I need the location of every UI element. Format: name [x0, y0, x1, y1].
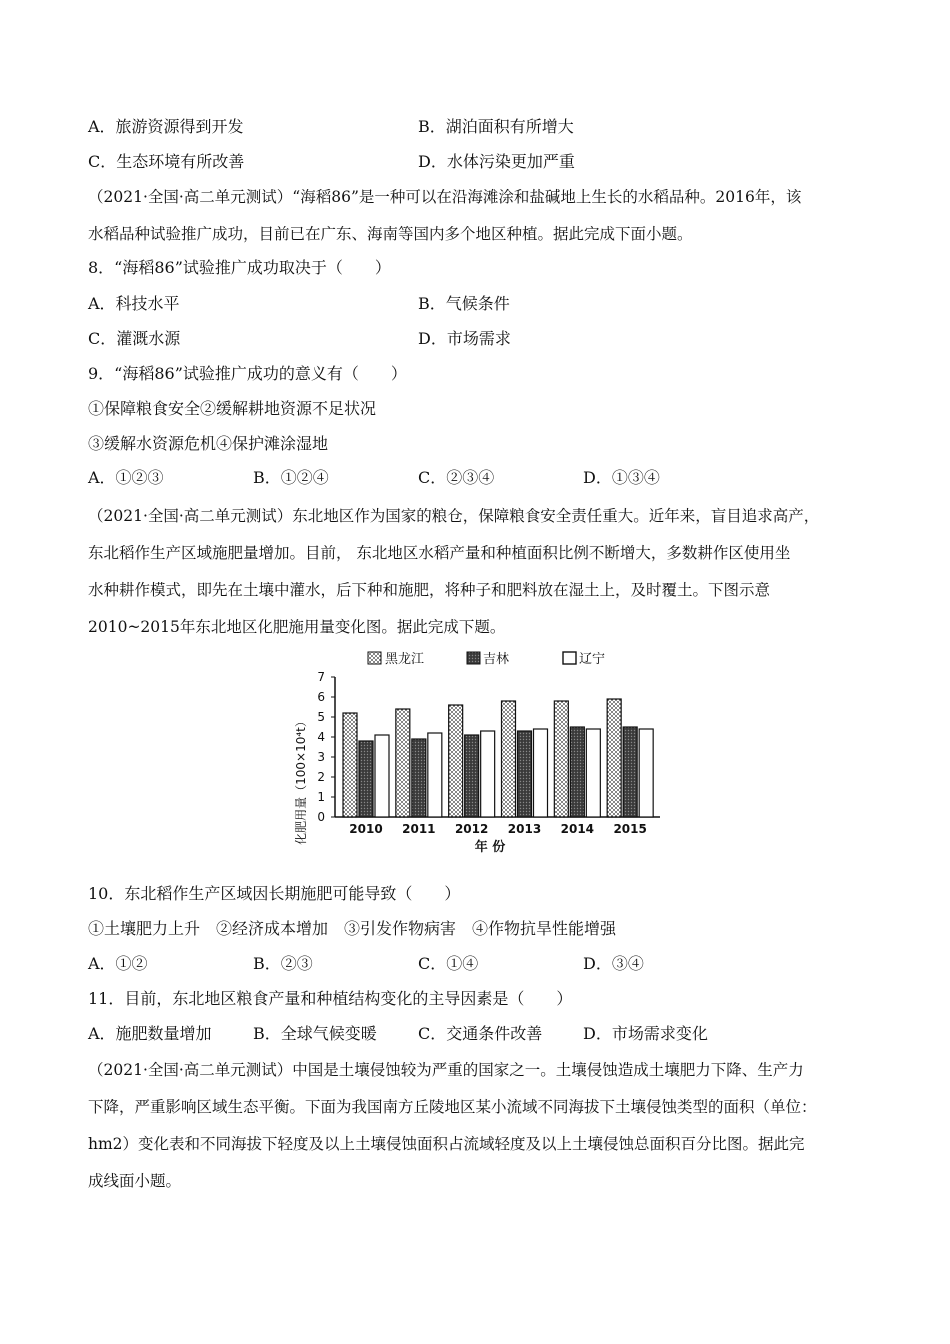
intro2-line2: 东北稻作生产区域施肥量增加。目前， 东北地区水稻产量和种植面积比例不断增大，多数耕作区使用坐 [88, 544, 791, 562]
q10-option-c: C．①④ [418, 954, 479, 973]
x-tick-label: 2015 [613, 822, 647, 836]
legend-label-heilongjiang: 黑龙江 [385, 652, 425, 667]
q7-option-c: C．生态环境有所改善 [88, 152, 245, 171]
q10-option-d: D．③④ [583, 954, 644, 973]
x-tick-label: 2011 [402, 822, 436, 836]
bar-heilongjiang [502, 701, 516, 817]
bar-liaoning [639, 729, 653, 817]
legend-swatch-jilin [467, 652, 480, 664]
q8-option-c: C．灌溉水源 [88, 329, 181, 348]
q9-option-b: B．①②④ [253, 468, 329, 487]
intro3-line1: （2021·全国·高二单元测试）中国是土壤侵蚀较为严重的国家之一。土壤侵蚀造成土壤肥力下降、生产力 [88, 1061, 804, 1079]
bar-heilongjiang [343, 713, 357, 817]
legend-label-liaoning: 辽宁 [579, 652, 606, 667]
q8-option-a: A．科技水平 [88, 294, 180, 313]
q8-stem: 8．“海稻86”试验推广成功取决于（ ） [88, 258, 391, 277]
x-axis-label: 年 份 [474, 840, 506, 855]
fertilizer-bar-chart [285, 645, 665, 860]
y-tick-label: 2 [317, 770, 325, 784]
q10-stem: 10．东北稻作生产区域因长期施肥可能导致（ ） [88, 884, 461, 903]
y-tick-label: 4 [317, 730, 325, 744]
y-tick-label: 7 [317, 670, 325, 684]
intro3-line3: hm2）变化表和不同海拔下轻度及以上土壤侵蚀面积占流域轻度及以上土壤侵蚀总面积百分比图。据此完 [88, 1135, 805, 1153]
q11-stem: 11．目前，东北地区粮食产量和种植结构变化的主导因素是（ ） [88, 989, 573, 1008]
intro2-line4: 2010~2015年东北地区化肥施用量变化图。据此完成下题。 [88, 618, 506, 636]
y-tick-label: 0 [317, 810, 325, 824]
q7-option-d: D．水体污染更加严重 [418, 152, 575, 171]
y-axis-label: 化肥用量（100×10⁴t） [294, 715, 308, 845]
bar-heilongjiang [607, 699, 621, 817]
q9-item1: ①保障粮食安全②缓解耕地资源不足状况 [88, 399, 377, 418]
q8-option-d: D．市场需求 [418, 329, 511, 348]
q9-option-a: A．①②③ [88, 468, 164, 487]
chart-legend [368, 651, 605, 667]
y-tick-label: 5 [317, 710, 325, 724]
bar-liaoning [534, 729, 548, 817]
y-tick-label: 3 [317, 750, 325, 764]
q9-option-c: C．②③④ [418, 468, 495, 487]
q10-option-a: A．①② [88, 954, 148, 973]
q11-option-d: D．市场需求变化 [583, 1024, 708, 1043]
q11-option-a: A．施肥数量增加 [88, 1024, 212, 1043]
x-tick-label: 2010 [349, 822, 383, 836]
y-tick-label: 6 [317, 690, 325, 704]
q10-items: ①土壤肥力上升 ②经济成本增加 ③引发作物病害 ④作物抗旱性能增强 [88, 919, 617, 938]
bar-jilin [465, 735, 479, 817]
bar-liaoning [586, 729, 600, 817]
intro1-line2: 水稻品种试验推广成功，目前已在广东、海南等国内多个地区种植。据此完成下面小题。 [88, 225, 693, 243]
bar-jilin [359, 741, 373, 817]
bar-jilin [412, 739, 426, 817]
bar-jilin [570, 727, 584, 817]
intro3-line4: 成线面小题。 [88, 1172, 182, 1190]
q8-option-b: B．气候条件 [418, 294, 510, 313]
intro1-line1: （2021·全国·高二单元测试）“海稻86”是一种可以在沿海滩涂和盐碱地上生长的水稻品种。2016年，该 [88, 188, 802, 206]
y-tick-label: 1 [317, 790, 325, 804]
q9-item2: ③缓解水资源危机④保护滩涂湿地 [88, 434, 329, 453]
bar-liaoning [375, 735, 389, 817]
bar-jilin [623, 727, 637, 817]
q9-option-d: D．①③④ [583, 468, 660, 487]
intro2-line1: （2021·全国·高二单元测试）东北地区作为国家的粮仓，保障粮食安全责任重大。近年来，盲目追求高产， [88, 507, 820, 525]
legend-label-jilin: 吉林 [483, 652, 510, 667]
x-tick-label: 2013 [507, 822, 542, 836]
bar-liaoning [428, 733, 442, 817]
q11-option-c: C．交通条件改善 [418, 1024, 543, 1043]
bar-jilin [518, 731, 532, 817]
intro3-line2: 下降，严重影响区域生态平衡。下面为我国南方丘陵地区某小流域不同海拔下土壤侵蚀类型的面积（单位： [88, 1098, 817, 1116]
intro2-line3: 水种耕作模式，即先在土壤中灌水，后下种和施肥，将种子和肥料放在湿土上，及时覆土。下图示意 [88, 581, 771, 599]
x-tick-label: 2012 [454, 822, 489, 836]
bar-heilongjiang [396, 709, 410, 817]
q7-option-a: A．旅游资源得到开发 [88, 117, 244, 136]
legend-swatch-liaoning [563, 652, 576, 664]
bar-heilongjiang [554, 701, 568, 817]
q11-option-b: B．全球气候变暖 [253, 1024, 377, 1043]
bar-liaoning [481, 731, 495, 817]
x-tick-label: 2014 [560, 822, 595, 836]
q10-option-b: B．②③ [253, 954, 313, 973]
q9-stem: 9．“海稻86”试验推广成功的意义有（ ） [88, 364, 407, 383]
legend-swatch-heilongjiang [368, 652, 381, 664]
bar-heilongjiang [449, 705, 463, 817]
q7-option-b: B．湖泊面积有所增大 [418, 117, 574, 136]
